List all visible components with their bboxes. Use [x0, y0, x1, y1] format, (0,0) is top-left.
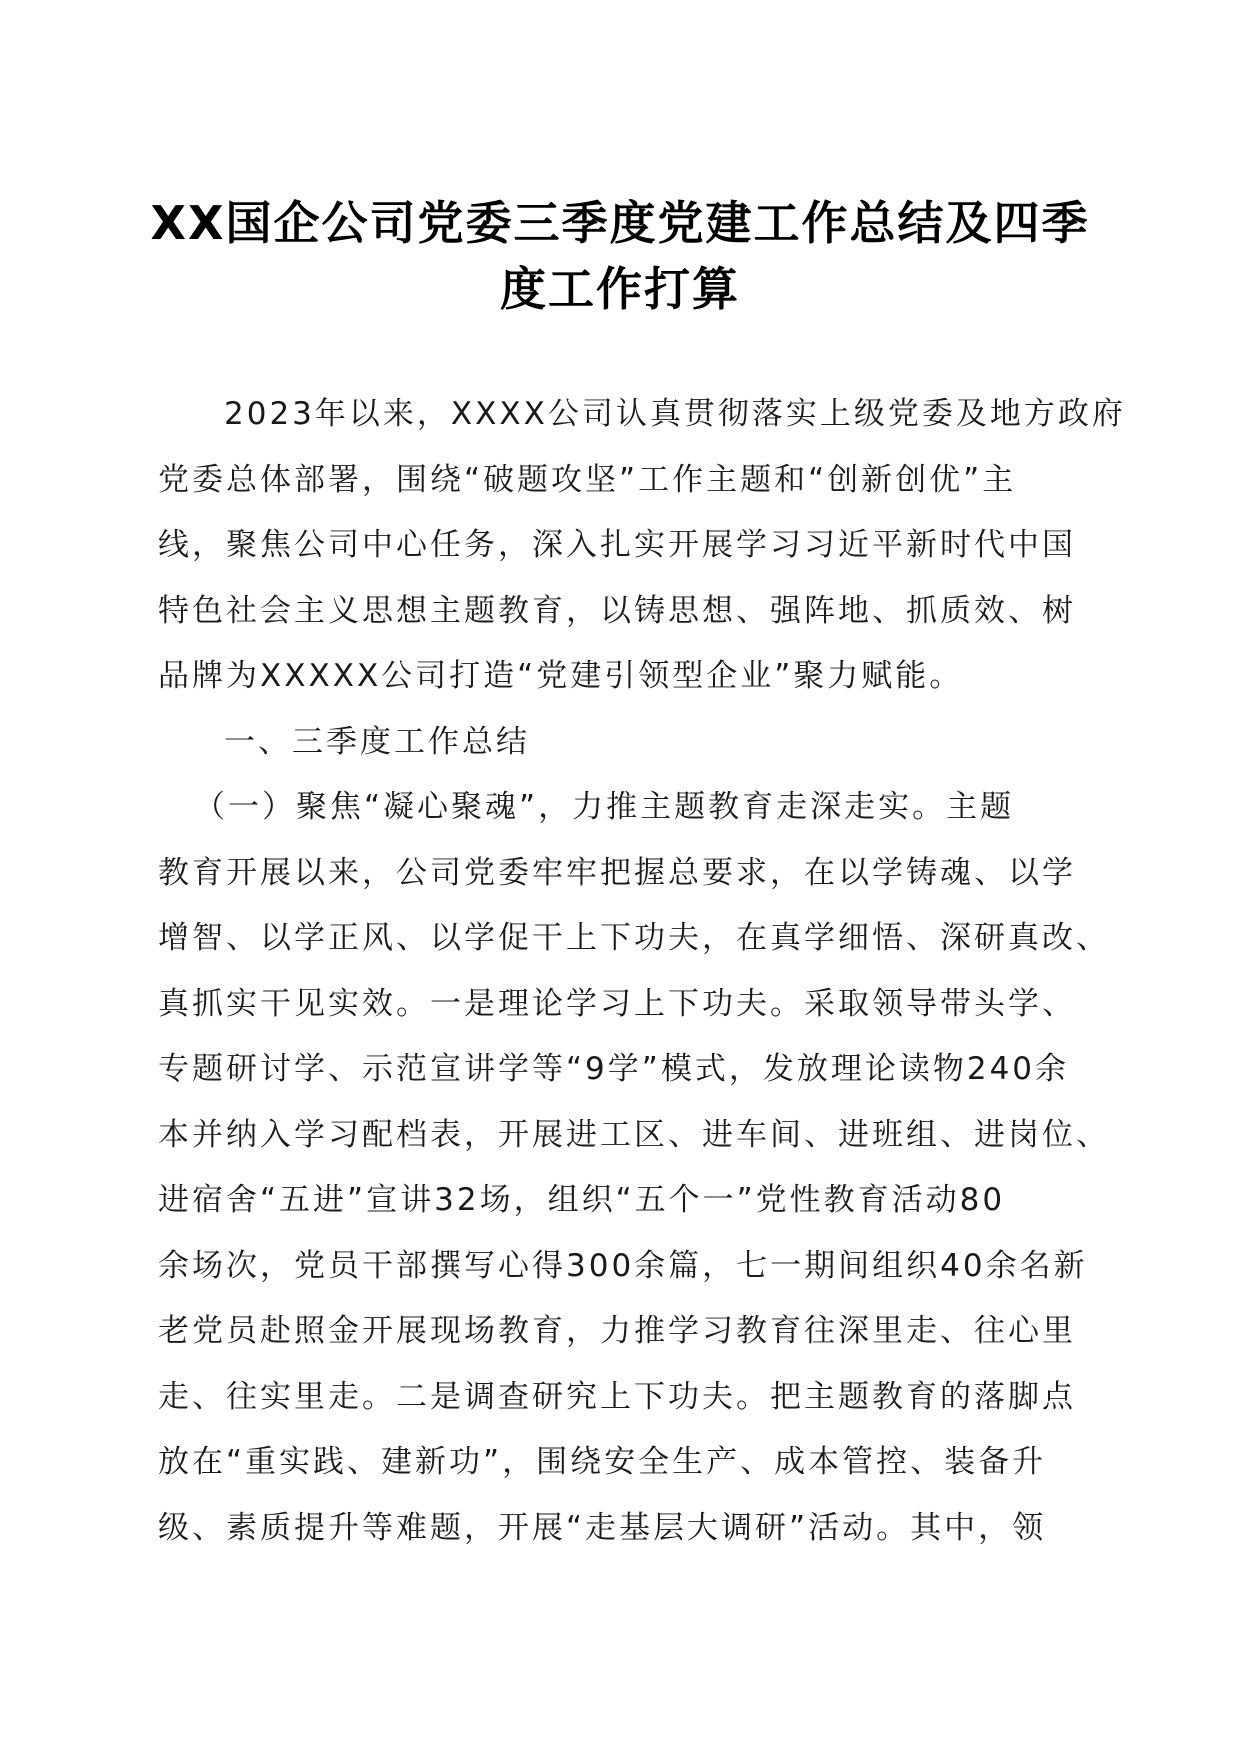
paragraph-intro-line: 党委总体部署，围绕“破题攻坚”工作主题和“创新创优”主	[158, 461, 1017, 498]
paragraph-intro-line: 2023年以来，XXXX公司认真贯彻落实上级党委及地方政府	[224, 396, 1126, 432]
paragraph-section-one-line: 余场次，党员干部撰写心得300余篇，七一期间组织40余名新	[158, 1247, 1088, 1284]
paragraph-section-one-line: 老党员赴照金开展现场教育，力推学习教育往深里走、往心里	[158, 1313, 1076, 1349]
paragraph-section-one-line: 级、素质提升等难题，开展“走基层大调研”活动。其中，领	[158, 1509, 1047, 1546]
document-title	[150, 190, 1090, 322]
paragraph-section-one-line: 进宿舍“五进”宣讲32场，组织“五个一”党性教育活动80	[158, 1182, 1006, 1218]
paragraph-intro-line: 线，聚焦公司中心任务，深入扎实开展学习习近平新时代中国	[158, 527, 1076, 563]
title-line-2: 度工作打算	[500, 262, 740, 316]
section-heading: 一、三季度工作总结	[224, 723, 530, 760]
paragraph-section-one-line: 增智、以学正风、以学促干上下功夫，在真学细悟、深研真改、	[158, 920, 1110, 956]
paragraph-section-one-line: 真抓实干见实效。一是理论学习上下功夫。采取领导带头学、	[158, 985, 1076, 1022]
paragraph-section-one-line: 教育开展以来，公司党委牢牢把握总要求，在以学铸魂、以学	[158, 854, 1076, 891]
paragraph-intro-line: 特色社会主义思想主题教育，以铸思想、强阵地、抓质效、树	[158, 592, 1076, 629]
paragraph-section-one-line: 走、往实里走。二是调查研究上下功夫。把主题教育的落脚点	[158, 1378, 1076, 1415]
paragraph-intro-line: 品牌为XXXXX公司打造“党建引领型企业”聚力赋能。	[158, 658, 964, 694]
paragraph-section-one-line: 本并纳入学习配档表，开展进工区、进车间、进班组、进岗位、	[158, 1116, 1110, 1153]
title-line-1: XX国企公司党委三季度党建工作总结及四季	[150, 196, 1090, 250]
paragraph-section-one-line: （一）聚焦“凝心聚魂”，力推主题教育走深走实。主题	[194, 789, 1015, 825]
document-body	[158, 382, 1126, 1561]
paragraph-section-one-line: 放在“重实践、建新功”，围绕安全生产、成本管控、装备升	[158, 1444, 1047, 1480]
paragraph-section-one-line: 专题研讨学、示范宣讲学等“9学”模式，发放理论读物240余	[158, 1051, 1070, 1087]
